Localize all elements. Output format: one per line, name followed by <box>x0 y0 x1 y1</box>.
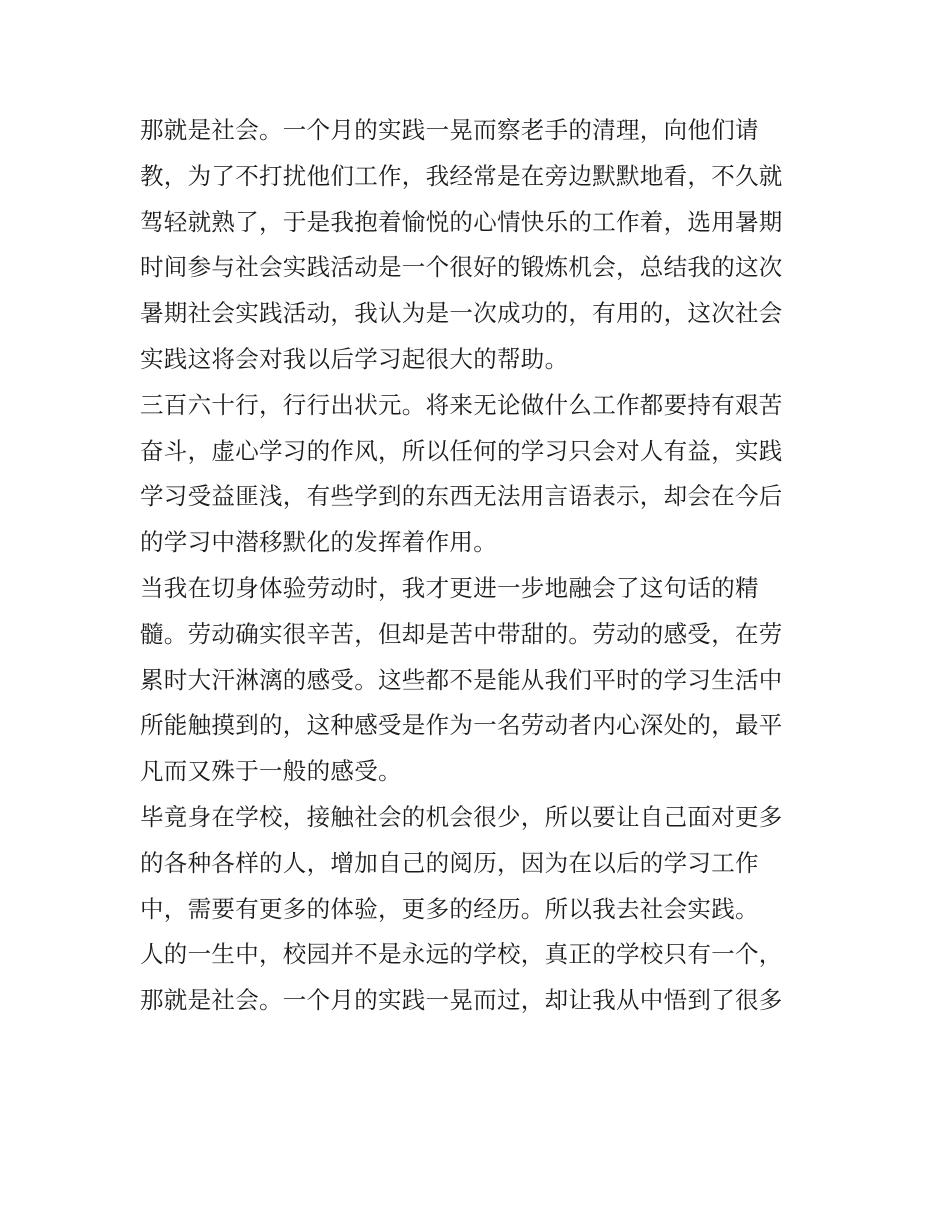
text-line: 毕竟身在学校，接触社会的机会很少，所以要让自己面对更多 <box>140 802 783 831</box>
text-line: 的学习中潜移默化的发挥着作用。 <box>140 528 497 557</box>
text-line: 的各种各样的人，增加自己的阅历，因为在以后的学习工作 <box>140 848 759 877</box>
body-text <box>140 108 820 1024</box>
text-line: 累时大汗淋漓的感受。这些都不是能从我们平时的学习生活中 <box>140 665 783 694</box>
text-line: 凡而又殊于一般的感受。 <box>140 757 402 786</box>
text-line: 中，需要有更多的体验，更多的经历。所以我去社会实践。 <box>140 894 759 923</box>
text-line: 所能触摸到的，这种感受是作为一名劳动者内心深处的，最平 <box>140 711 783 740</box>
text-line: 人的一生中，校园并不是永远的学校，真正的学校只有一个， <box>140 940 783 969</box>
text-line: 三百六十行，行行出状元。将来无论做什么工作都要持有艰苦 <box>140 390 783 419</box>
text-line: 那就是社会。一个月的实践一晃而察老手的清理，向他们请 <box>140 116 759 144</box>
text-line: 暑期社会实践活动，我认为是一次成功的，有用的，这次社会 <box>140 299 783 328</box>
text-line: 奋斗，虚心学习的作风，所以任何的学习只会对人有益，实践 <box>140 436 783 465</box>
text-line: 髓。劳动确实很辛苦，但却是苦中带甜的。劳动的感受，在劳 <box>140 619 783 648</box>
text-line: 实践这将会对我以后学习起很大的帮助。 <box>140 344 569 373</box>
text-line: 学习受益匪浅，有些学到的东西无法用言语表示，却会在今后 <box>140 482 783 511</box>
text-line: 当我在切身体验劳动时，我才更进一步地融会了这句话的精 <box>140 573 759 602</box>
text-line: 那就是社会。一个月的实践一晃而过，却让我从中悟到了很多 <box>140 986 783 1015</box>
text-line: 驾轻就熟了，于是我抱着愉悦的心情快乐的工作着，选用暑期 <box>140 207 783 236</box>
text-line: 时间参与社会实践活动是一个很好的锻炼机会，总结我的这次 <box>140 253 783 282</box>
text-line: 教，为了不打扰他们工作，我经常是在旁边默默地看，不久就 <box>140 161 783 190</box>
